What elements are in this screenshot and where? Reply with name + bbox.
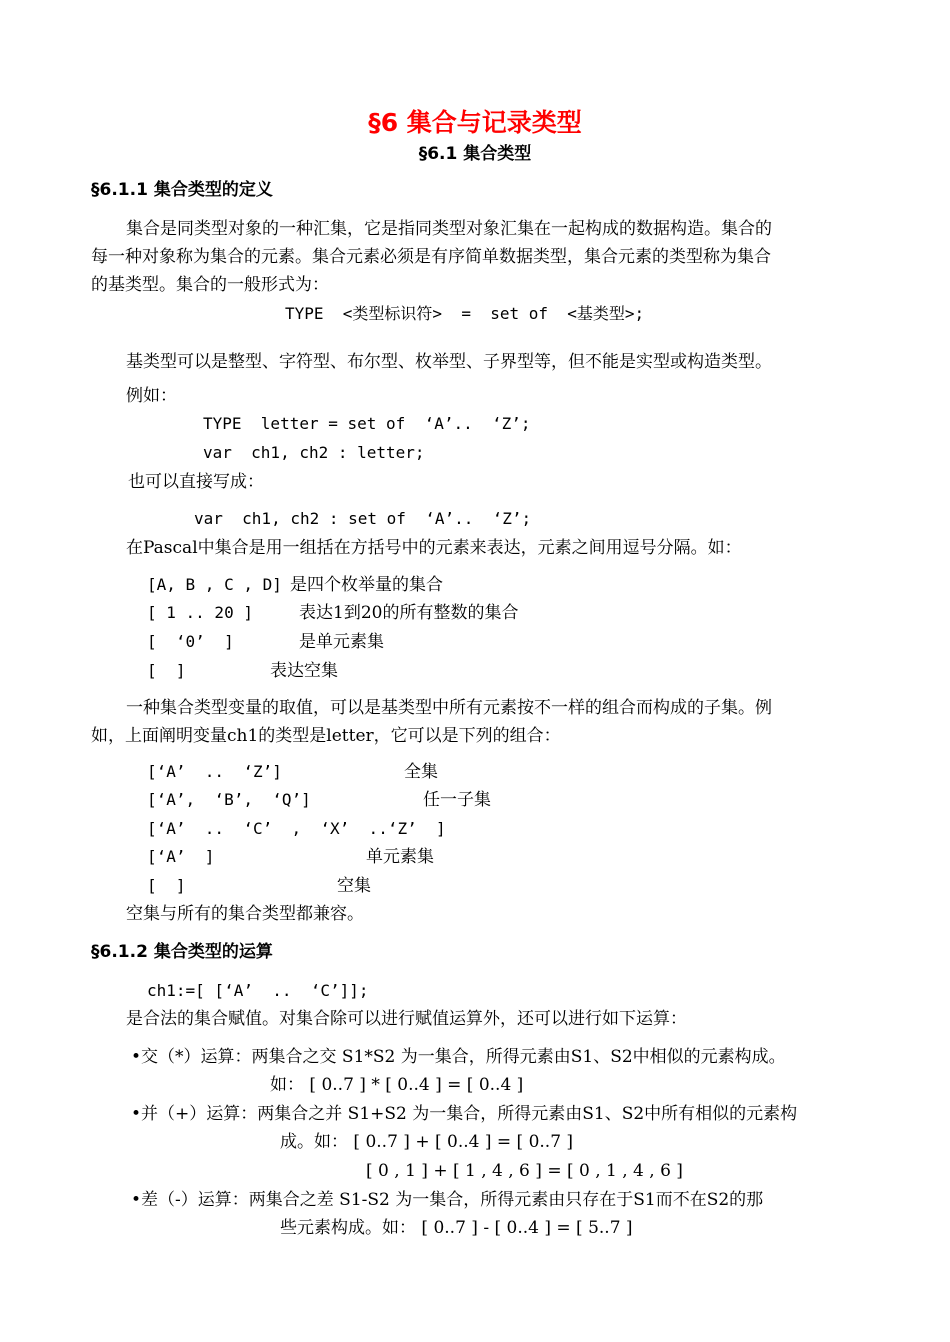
- op-union-example: [ 0 , 1 ] + [ 1 , 4 , 6 ] = [ 0 , 1 , 4 , 6 ]: [366, 1161, 683, 1181]
- op-intersection-example: 如： [ 0..7 ] * [ 0..4 ] = [ 0..4 ]: [270, 1075, 524, 1095]
- op-difference-example: 些元素构成。如： [ 0..7 ] - [ 0..4 ] = [ 5..7 ]: [280, 1218, 633, 1238]
- page-title: §6 集合与记录类型: [368, 108, 582, 137]
- paragraph-line: 每一种对象称为集合的元素。集合元素必须是有序简单数据类型，集合元素的类型称为集合: [91, 247, 771, 267]
- example-code: [ ‘0’ ]: [147, 632, 234, 651]
- op-intersection: •交（*）运算：两集合之交 S1*S2 为一集合，所得元素由S1、S2中相似的元素构成。: [131, 1047, 786, 1067]
- code-line: var ch1, ch2 : set of ‘A’.. ‘Z’;: [194, 509, 532, 528]
- example-desc: 是单元素集: [299, 632, 384, 652]
- example-code: [ 1 .. 20 ]: [147, 603, 253, 622]
- example-code: [‘A’ ]: [147, 847, 215, 866]
- example-code: [ ]: [147, 876, 186, 895]
- example-desc: 空集: [337, 876, 371, 896]
- paragraph-line: 在Pascal中集合是用一组括在方括号中的元素来表达，元素之间用逗号分隔。如：: [126, 538, 742, 558]
- code-line: var ch1, ch2 : letter;: [203, 443, 425, 462]
- code-line: ch1:=[ [‘A’ .. ‘C’]];: [147, 981, 369, 1000]
- heading-6-1-2: §6.1.2 集合类型的运算: [91, 942, 273, 962]
- paragraph-line: 一种集合类型变量的取值，可以是基类型中所有元素按不一样的组合而构成的子集。例: [126, 698, 772, 718]
- code-line: TYPE letter = set of ‘A’.. ‘Z’;: [203, 414, 531, 433]
- paragraph-line: 集合是同类型对象的一种汇集，它是指同类型对象汇集在一起构成的数据构造。集合的: [126, 219, 772, 239]
- example-code: [A, B , C , D]: [147, 575, 282, 594]
- paragraph-line: 空集与所有的集合类型都兼容。: [126, 904, 364, 924]
- example-desc: 任一子集: [423, 790, 491, 810]
- example-desc: 表达空集: [270, 661, 338, 681]
- heading-6-1-1: §6.1.1 集合类型的定义: [91, 180, 273, 200]
- paragraph-line: 是合法的集合赋值。对集合除可以进行赋值运算外，还可以进行如下运算：: [126, 1009, 687, 1029]
- example-desc: 是四个枚举量的集合: [290, 575, 443, 595]
- op-union-example: 成。如： [ 0..7 ] + [ 0..4 ] = [ 0..7 ]: [280, 1132, 574, 1152]
- example-label: 例如：: [126, 386, 177, 406]
- op-difference: •差（-）运算：两集合之差 S1-S2 为一集合，所得元素由只存在于S1而不在S2的那: [131, 1190, 764, 1210]
- example-code: [‘A’ .. ‘C’ , ‘X’ ..‘Z’ ]: [147, 819, 446, 838]
- example-desc: 单元素集: [366, 847, 434, 867]
- paragraph-line: 基类型可以是整型、字符型、布尔型、枚举型、子界型等，但不能是实型或构造类型。: [126, 352, 772, 372]
- paragraph-line: 也可以直接写成：: [128, 472, 264, 492]
- op-union: •并（+）运算：两集合之并 S1+S2 为一集合，所得元素由S1、S2中所有相似的元素构: [131, 1104, 798, 1124]
- example-code: [‘A’, ‘B’, ‘Q’]: [147, 790, 311, 809]
- syntax-line: TYPE <类型标识符> = set of <基类型>;: [285, 304, 645, 323]
- example-code: [‘A’ .. ‘Z’]: [147, 762, 282, 781]
- paragraph-line: 如，上面阐明变量ch1的类型是letter，它可以是下列的组合：: [91, 726, 561, 746]
- paragraph-line: 的基类型。集合的一般形式为：: [91, 275, 329, 295]
- example-desc: 表达1到20的所有整数的集合: [299, 603, 519, 623]
- example-desc: 全集: [404, 762, 438, 782]
- section-title: §6.1 集合类型: [418, 144, 532, 164]
- example-code: [ ]: [147, 661, 186, 680]
